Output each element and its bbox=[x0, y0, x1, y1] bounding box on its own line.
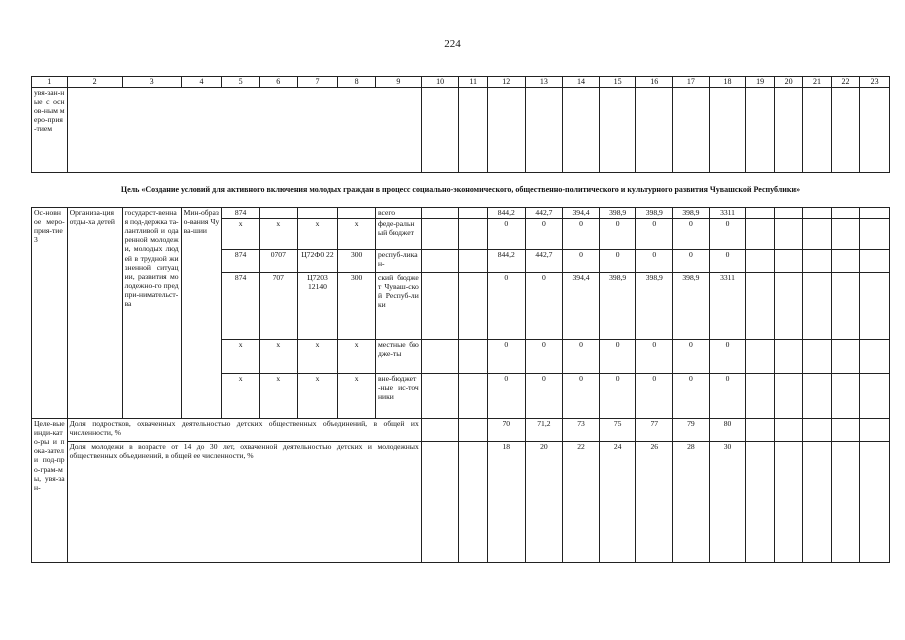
column-number: 20 bbox=[774, 77, 802, 88]
indicator-value: 79 bbox=[673, 419, 710, 442]
amount-value: 0 bbox=[487, 219, 525, 250]
amount-value: 442,7 bbox=[525, 250, 563, 273]
funding-source: респуб-ликан- bbox=[375, 250, 421, 273]
column-number: 22 bbox=[831, 77, 859, 88]
empty-cell bbox=[831, 340, 859, 374]
amount-value: 0 bbox=[709, 250, 746, 273]
empty-cell bbox=[459, 208, 487, 219]
carry-over-row bbox=[32, 88, 890, 173]
empty-cell bbox=[860, 442, 890, 563]
amount-value: 3311 bbox=[709, 208, 746, 219]
code-target-item: Ц72Ф0 22 bbox=[297, 250, 338, 273]
empty-cell bbox=[774, 419, 802, 442]
amount-value: 0 bbox=[487, 374, 525, 419]
amount-value: 0 bbox=[487, 340, 525, 374]
empty-cell bbox=[774, 442, 802, 563]
column-number: 19 bbox=[746, 77, 774, 88]
amount-value: 0 bbox=[487, 273, 525, 340]
empty-cell bbox=[831, 419, 859, 442]
empty-cell bbox=[421, 419, 459, 442]
empty-cell bbox=[746, 442, 774, 563]
funding-source: всего bbox=[375, 208, 421, 219]
code-target-item: x bbox=[297, 374, 338, 419]
column-number-row bbox=[32, 77, 890, 88]
empty-cell bbox=[421, 273, 459, 340]
indicator-value: 80 bbox=[709, 419, 746, 442]
code-grbs: 874 bbox=[222, 250, 260, 273]
amount-value: 0 bbox=[636, 250, 673, 273]
amount-value: 442,7 bbox=[525, 208, 563, 219]
empty-cell bbox=[774, 340, 802, 374]
column-number: 1 bbox=[32, 77, 68, 88]
indicator-value: 26 bbox=[636, 442, 673, 563]
amount-value: 0 bbox=[636, 374, 673, 419]
amount-value: 398,9 bbox=[636, 208, 673, 219]
indicator-value: 77 bbox=[636, 419, 673, 442]
amount-value: 0 bbox=[673, 374, 710, 419]
amount-value: 0 bbox=[636, 219, 673, 250]
empty-cell bbox=[459, 442, 487, 563]
goal-row bbox=[32, 173, 890, 208]
code-section: x bbox=[259, 340, 297, 374]
column-number: 18 bbox=[709, 77, 746, 88]
empty-cell bbox=[803, 250, 831, 273]
indicators-label: Целе-вые инди-като-ры и пока-затели под-про-грам-мы, увя-зан- bbox=[32, 419, 68, 563]
indicator-row bbox=[32, 419, 890, 442]
page-number: 224 bbox=[444, 38, 461, 50]
code-grbs: x bbox=[222, 340, 260, 374]
code-section bbox=[259, 208, 297, 219]
code-target-item: x bbox=[297, 219, 338, 250]
amount-value: 398,9 bbox=[636, 273, 673, 340]
empty-cell bbox=[831, 442, 859, 563]
column-number: 13 bbox=[525, 77, 563, 88]
empty-cell bbox=[774, 273, 802, 340]
indicator-text: Доля подростков, охваченных деятельностью детских общественных объединений, в общей их численности, % bbox=[67, 419, 421, 442]
funding-source: вне-бюджет-ные ис-точники bbox=[375, 374, 421, 419]
empty-cell bbox=[746, 419, 774, 442]
carry-over-label: увя-зан-ные с основ-ным меро-прия-тием bbox=[32, 88, 68, 173]
empty-cell bbox=[831, 250, 859, 273]
amount-value: 3311 bbox=[709, 273, 746, 340]
empty-cell bbox=[774, 208, 802, 219]
indicator-text: Доля молодежи в возрасте от 14 до 30 лет, охваченной деятельностью детских и молодежных общественных объединений, в общей ее численности, % bbox=[67, 442, 421, 563]
code-target-item: Ц7203 12140 bbox=[297, 273, 338, 340]
code-expense-group bbox=[338, 208, 376, 219]
column-number: 9 bbox=[375, 77, 421, 88]
empty-cell bbox=[67, 88, 421, 173]
code-grbs: x bbox=[222, 374, 260, 419]
indicator-value: 73 bbox=[563, 419, 600, 442]
amount-value: 0 bbox=[636, 340, 673, 374]
code-section: x bbox=[259, 219, 297, 250]
amount-value: 0 bbox=[709, 340, 746, 374]
column-number: 21 bbox=[803, 77, 831, 88]
activity-description: государст-венная под-держка та-лантливой и одаренной молодежи, молодых людей в трудной жизненной ситуации, развития молодежно-го предпри-нимательст-ва bbox=[122, 208, 181, 419]
empty-cell bbox=[459, 340, 487, 374]
empty-cell bbox=[421, 340, 459, 374]
amount-value: 0 bbox=[563, 374, 600, 419]
indicator-value: 70 bbox=[487, 419, 525, 442]
amount-value: 0 bbox=[673, 219, 710, 250]
empty-cell bbox=[459, 374, 487, 419]
amount-value: 398,9 bbox=[599, 208, 636, 219]
code-section: 0707 bbox=[259, 250, 297, 273]
empty-cell bbox=[860, 250, 890, 273]
amount-value: 0 bbox=[525, 340, 563, 374]
amount-value: 844,2 bbox=[487, 208, 525, 219]
amount-value: 0 bbox=[599, 250, 636, 273]
column-number: 14 bbox=[563, 77, 600, 88]
amount-value: 0 bbox=[525, 273, 563, 340]
activity-label: Ос-новное меро-прия-тие 3 bbox=[32, 208, 68, 419]
code-section: 707 bbox=[259, 273, 297, 340]
code-target-item bbox=[297, 208, 338, 219]
empty-cell bbox=[803, 442, 831, 563]
empty-cell bbox=[803, 208, 831, 219]
empty-cell bbox=[459, 419, 487, 442]
empty-cell bbox=[746, 340, 774, 374]
column-number: 7 bbox=[297, 77, 338, 88]
empty-cell bbox=[803, 340, 831, 374]
indicator-value: 18 bbox=[487, 442, 525, 563]
empty-cell bbox=[459, 219, 487, 250]
amount-value: 0 bbox=[709, 374, 746, 419]
amount-value: 0 bbox=[563, 250, 600, 273]
code-expense-group: x bbox=[338, 340, 376, 374]
empty-cell bbox=[860, 419, 890, 442]
empty-cell bbox=[421, 208, 459, 219]
code-grbs: 874 bbox=[222, 208, 260, 219]
amount-value: 0 bbox=[525, 219, 563, 250]
amount-value: 398,9 bbox=[673, 208, 710, 219]
empty-cell bbox=[860, 208, 890, 219]
column-number: 15 bbox=[599, 77, 636, 88]
indicator-row bbox=[32, 442, 890, 563]
empty-cell bbox=[803, 219, 831, 250]
column-number: 4 bbox=[181, 77, 222, 88]
empty-cell bbox=[774, 250, 802, 273]
goal-title: Цель «Создание условий для активного включения молодых граждан в процесс социально-экономического, общественно-политического и культурного развития Чувашской Республики» bbox=[32, 173, 890, 208]
empty-cell bbox=[421, 442, 459, 563]
code-grbs: 874 bbox=[222, 273, 260, 340]
funding-source: местные бюдже-ты bbox=[375, 340, 421, 374]
empty-cell bbox=[831, 219, 859, 250]
code-expense-group: x bbox=[338, 219, 376, 250]
amount-value: 0 bbox=[525, 374, 563, 419]
column-number: 6 bbox=[259, 77, 297, 88]
amount-value: 0 bbox=[599, 374, 636, 419]
empty-cell bbox=[774, 219, 802, 250]
amount-value: 394,4 bbox=[563, 273, 600, 340]
amount-value: 0 bbox=[599, 219, 636, 250]
column-number: 3 bbox=[122, 77, 181, 88]
column-number: 16 bbox=[636, 77, 673, 88]
empty-cell bbox=[803, 273, 831, 340]
indicator-value: 20 bbox=[525, 442, 563, 563]
activity-name: Организа-ция отды-ха детей bbox=[67, 208, 122, 419]
indicator-value: 71,2 bbox=[525, 419, 563, 442]
indicator-value: 24 bbox=[599, 442, 636, 563]
amount-value: 0 bbox=[599, 340, 636, 374]
amount-value: 0 bbox=[563, 340, 600, 374]
amount-value: 0 bbox=[673, 250, 710, 273]
indicator-value: 75 bbox=[599, 419, 636, 442]
empty-cell bbox=[746, 208, 774, 219]
column-number: 2 bbox=[67, 77, 122, 88]
funding-source: феде-ральный бюджет bbox=[375, 219, 421, 250]
empty-cell bbox=[831, 273, 859, 340]
empty-cell bbox=[421, 219, 459, 250]
indicator-value: 28 bbox=[673, 442, 710, 563]
empty-cell bbox=[459, 250, 487, 273]
column-number: 10 bbox=[421, 77, 459, 88]
column-number: 23 bbox=[860, 77, 890, 88]
code-target-item: x bbox=[297, 340, 338, 374]
amount-value: 398,9 bbox=[599, 273, 636, 340]
amount-value: 0 bbox=[563, 219, 600, 250]
amount-value: 0 bbox=[709, 219, 746, 250]
empty-cell bbox=[774, 374, 802, 419]
empty-cell bbox=[860, 374, 890, 419]
empty-cell bbox=[860, 273, 890, 340]
code-expense-group: 300 bbox=[338, 250, 376, 273]
funding-row bbox=[32, 208, 890, 219]
code-section: x bbox=[259, 374, 297, 419]
column-number: 17 bbox=[673, 77, 710, 88]
indicator-value: 22 bbox=[563, 442, 600, 563]
code-grbs: x bbox=[222, 219, 260, 250]
empty-cell bbox=[860, 219, 890, 250]
column-number: 11 bbox=[459, 77, 487, 88]
empty-cell bbox=[803, 374, 831, 419]
amount-value: 844,2 bbox=[487, 250, 525, 273]
funding-source: ский бюджет Чуваш-ской Респуб-лики bbox=[375, 273, 421, 340]
empty-cell bbox=[746, 219, 774, 250]
empty-cell bbox=[831, 208, 859, 219]
empty-cell bbox=[421, 374, 459, 419]
column-number: 12 bbox=[487, 77, 525, 88]
amount-value: 0 bbox=[673, 340, 710, 374]
amount-value: 398,9 bbox=[673, 273, 710, 340]
indicator-value: 30 bbox=[709, 442, 746, 563]
empty-cell bbox=[459, 273, 487, 340]
empty-cell bbox=[746, 374, 774, 419]
budget-table bbox=[31, 76, 890, 563]
amount-value: 394,4 bbox=[563, 208, 600, 219]
empty-cell bbox=[803, 419, 831, 442]
table-body bbox=[32, 77, 890, 563]
code-expense-group: x bbox=[338, 374, 376, 419]
responsible-executor: Мин-образо-вания Чува-шии bbox=[181, 208, 222, 419]
empty-cell bbox=[831, 374, 859, 419]
empty-cell bbox=[746, 273, 774, 340]
empty-cell bbox=[746, 250, 774, 273]
code-expense-group: 300 bbox=[338, 273, 376, 340]
column-number: 8 bbox=[338, 77, 376, 88]
empty-cell bbox=[860, 340, 890, 374]
column-number: 5 bbox=[222, 77, 260, 88]
empty-cell bbox=[421, 250, 459, 273]
